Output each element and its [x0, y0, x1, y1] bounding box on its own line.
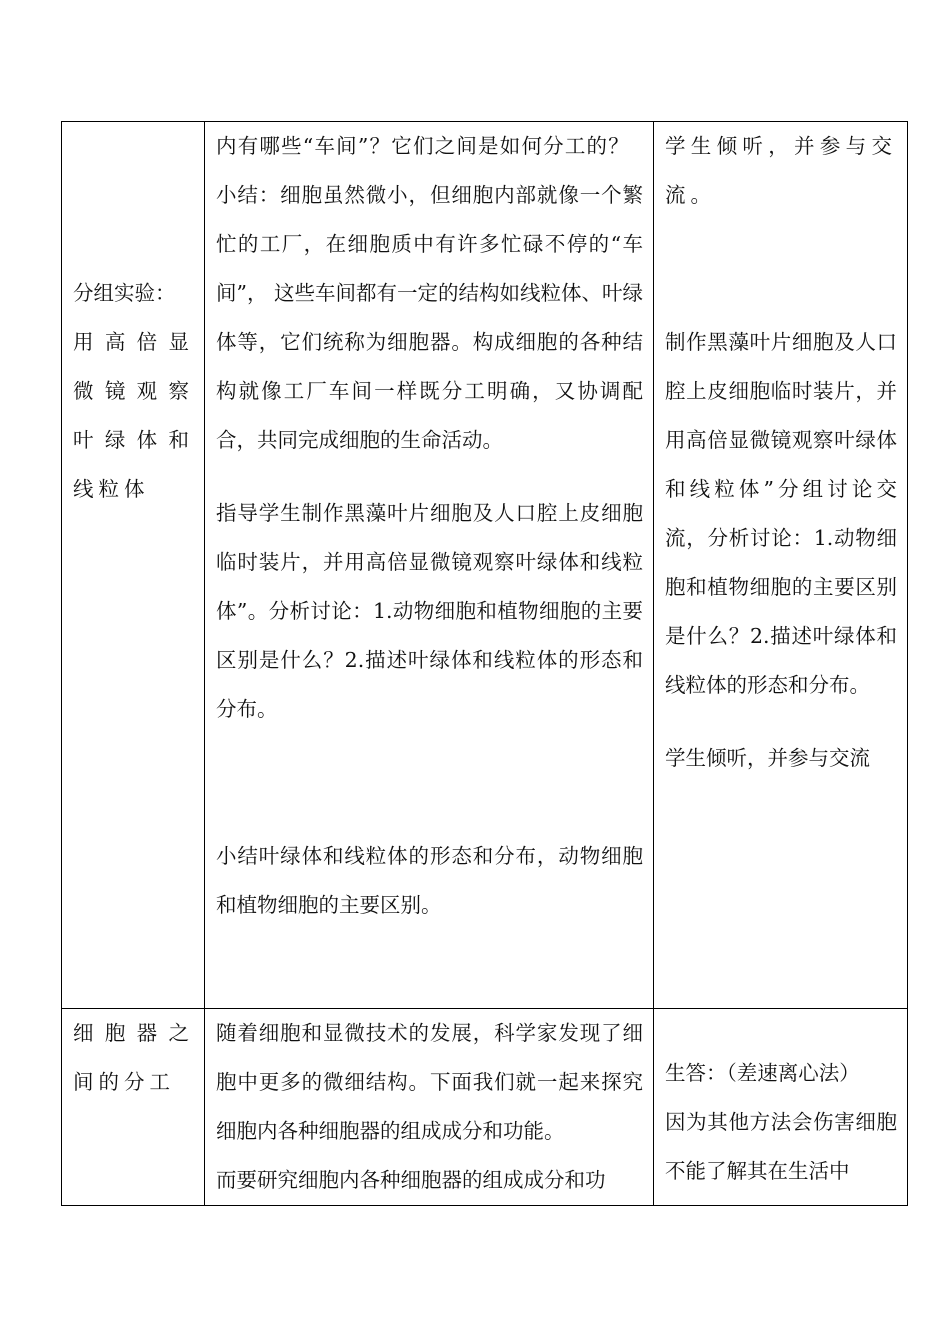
paragraph: 小结叶绿体和线粒体的形态和分布，动物细胞和植物细胞的主要区别。: [216, 844, 643, 917]
paragraph: 学生倾听，并参与交流: [665, 746, 870, 770]
paragraph: 生答：（差速离心法）: [665, 1061, 860, 1085]
paragraph: 内有哪些“车间”？它们之间是如何分工的？: [216, 134, 630, 158]
paragraph: 制作黑藻叶片细胞及人口腔上皮细胞临时装片，并用高倍显微镜观察叶绿体和线粒体”分组讨论交流，分析讨论：1.动物细胞和植物细胞的主要区别是什么？2.描述叶绿体和线粒体的形态和分布。: [665, 330, 897, 697]
paragraph: 学生倾听，并参与交流。: [665, 134, 897, 207]
student-activity-cell: [654, 122, 908, 1009]
activity-cell: [62, 122, 205, 1009]
activity-title: 用高倍显微镜观察叶绿体和线粒体: [73, 330, 194, 501]
activity-title: 细胞器之间的分工: [73, 1021, 194, 1094]
paragraph: 指导学生制作黑藻叶片细胞及人口腔上皮细胞临时装片，并用高倍显微镜观察叶绿体和线粒体”。分析讨论：1.动物细胞和植物细胞的主要区别是什么？2.描述叶绿体和线粒体的形态和分布。: [216, 501, 643, 721]
table-row: [62, 122, 908, 1009]
paragraph: 随着细胞和显微技术的发展，科学家发现了细胞中更多的微细结构。下面我们就一起来探究细胞内各种细胞器的组成成分和功能。: [216, 1021, 643, 1143]
paragraph: 因为其他方法会伤害细胞不能了解其在生活中: [665, 1110, 897, 1183]
lesson-table: [61, 121, 908, 1206]
table-row: [62, 1009, 908, 1206]
paragraph: 小结：细胞虽然微小，但细胞内部就像一个繁忙的工厂，在细胞质中有许多忙碌不停的“车间”， 这些车间都有一定的结构如线粒体、叶绿体等，它们统称为细胞器。构成细胞的各种结构就像工厂车间一样既分工明确，又协调配合，共同完成细胞的生命活动。: [216, 183, 643, 452]
paragraph: 而要研究细胞内各种细胞器的组成成分和功: [216, 1168, 606, 1192]
teacher-activity-cell: [205, 122, 654, 1009]
activity-label: 分组实验：: [73, 281, 176, 305]
student-activity-cell: [654, 1009, 908, 1206]
teacher-activity-cell: [205, 1009, 654, 1206]
activity-cell: [62, 1009, 205, 1206]
